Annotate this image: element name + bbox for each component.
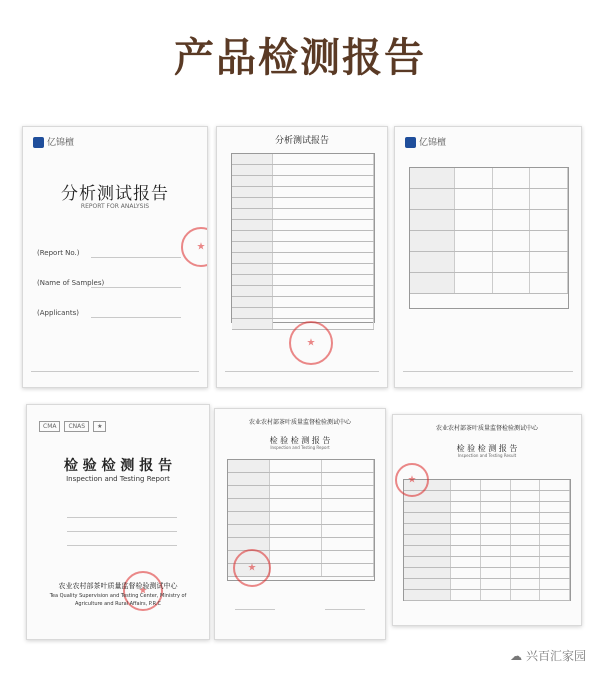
report-subheading: Inspection and Testing Report bbox=[270, 445, 330, 450]
report-heading: 分析测试报告 bbox=[274, 136, 329, 146]
issuer-name-en: Agriculture and Rural Affairs, P.R.C bbox=[75, 601, 161, 607]
red-seal bbox=[181, 227, 208, 267]
issuer-name: 农业农村部茶叶质量监督检验测试中心 bbox=[248, 419, 351, 426]
report-subheading: REPORT FOR ANALYSIS bbox=[80, 203, 150, 210]
issuer-name-en: Tea Quality Supervision and Testing Center, Ministry of bbox=[49, 593, 187, 599]
report-heading: 检 验 检 测 报 告 bbox=[456, 444, 518, 453]
inspection-cover bbox=[26, 404, 210, 640]
field-label: (Report No.) bbox=[37, 249, 80, 257]
watermark: ☁ 兴百汇家园 bbox=[510, 649, 586, 663]
report-subheading: Inspection and Testing Result bbox=[457, 453, 517, 458]
results-table bbox=[403, 479, 571, 601]
report-page-2 bbox=[216, 126, 388, 388]
report-heading: 检 验 检 测 报 告 bbox=[269, 436, 331, 445]
field-label: (Name of Samples) bbox=[37, 279, 105, 287]
page-title: 产品检测报告 bbox=[174, 35, 426, 81]
red-seal bbox=[395, 463, 429, 497]
info-table bbox=[231, 153, 375, 323]
certification-marks: CMA CNAS ★ bbox=[39, 413, 110, 432]
field-label: (Applicants) bbox=[37, 309, 79, 317]
brand-logo: 亿锦檀 bbox=[405, 135, 446, 148]
inspection-page-3 bbox=[392, 414, 582, 626]
red-seal bbox=[233, 549, 271, 587]
report-subheading: Inspection and Testing Report bbox=[66, 475, 170, 483]
report-cover-1 bbox=[22, 126, 208, 388]
wechat-icon: ☁ bbox=[510, 649, 523, 663]
issuer-name: 农业农村部茶叶质量监督检验测试中心 bbox=[58, 582, 178, 590]
results-table bbox=[409, 167, 569, 309]
report-page-3 bbox=[394, 126, 582, 388]
inspection-page-2 bbox=[214, 408, 386, 640]
issuer-name: 农业农村部茶叶质量监督检验测试中心 bbox=[435, 425, 538, 432]
report-heading: 分析测试报告 bbox=[61, 184, 169, 204]
red-seal bbox=[289, 321, 333, 365]
report-heading: 检 验 检 测 报 告 bbox=[63, 458, 173, 474]
brand-logo: 亿锦檀 bbox=[33, 135, 74, 148]
